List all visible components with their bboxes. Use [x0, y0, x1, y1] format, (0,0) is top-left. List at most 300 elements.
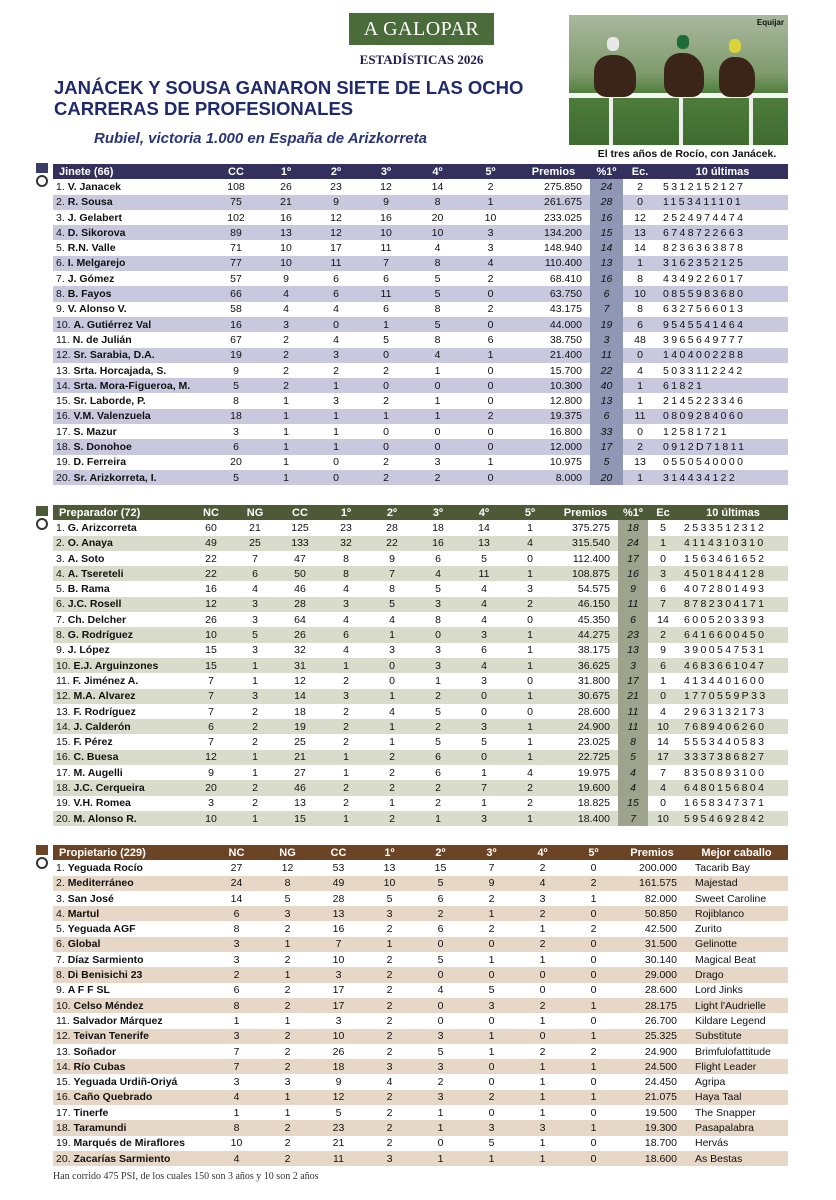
row-cell: 49 — [313, 876, 364, 891]
row-cell: 3 — [415, 1090, 466, 1105]
row-cell: 0 — [389, 674, 395, 687]
column-header: NC — [189, 505, 233, 520]
table-row — [53, 734, 788, 749]
row-cell: 1 — [517, 1090, 568, 1105]
table-row — [53, 286, 788, 301]
row-cell: 18 — [313, 1059, 364, 1074]
row-cell: 3 — [211, 1029, 262, 1044]
row-cell: 2 — [383, 456, 389, 469]
row-cell: 2 — [383, 395, 389, 408]
row-cell: 30.675 — [553, 689, 618, 704]
row-cell: 25.325 — [619, 1029, 685, 1044]
row-cell: 5 — [660, 521, 666, 534]
table-row — [53, 891, 788, 906]
row-cell: 0 — [464, 439, 517, 454]
row-cell: 2 — [261, 378, 311, 393]
row-cell: 2 — [284, 953, 291, 966]
table-row — [53, 317, 788, 332]
row-cell: 4 — [333, 303, 339, 316]
row-cell: 0 — [488, 1014, 495, 1027]
row-cell: 9 — [311, 195, 361, 210]
row-name: 8. Di Benisichi 23 — [53, 967, 211, 982]
row-cell: 2 — [590, 923, 597, 936]
row-cell: 3 — [284, 1076, 291, 1089]
row-cell: Haya Taal — [685, 1090, 788, 1105]
row-cell: 0 — [411, 378, 464, 393]
row-cell: 4072801493 — [684, 583, 767, 596]
row-cell: 5 — [437, 1045, 444, 1058]
row-cell: 16 — [280, 211, 292, 224]
row-cell: 3 — [335, 1014, 342, 1027]
row-name: 2. R. Sousa — [53, 195, 211, 210]
row-cell: 3 — [311, 348, 361, 363]
row-name: 18. S. Donohoe — [53, 439, 211, 454]
row-cell: 58 — [230, 303, 242, 316]
row-cell: 31.800 — [577, 674, 610, 687]
row-cell: 0 — [434, 425, 441, 438]
row-cell: 4 — [343, 613, 349, 626]
row-cell: 4 — [507, 536, 553, 551]
row-cell: 4 — [252, 583, 258, 596]
row-cell: 1 — [568, 1090, 619, 1105]
row-cell: 1 — [311, 409, 361, 424]
row-cell: 89 — [211, 225, 261, 240]
row-cell: 28.600 — [577, 705, 610, 718]
row-cell: 44.000 — [517, 317, 590, 332]
table-row — [53, 566, 788, 581]
row-cell: 6 — [189, 719, 233, 734]
row-cell: 6 — [415, 750, 461, 765]
table-row — [53, 1120, 788, 1135]
row-cell: 22 — [590, 363, 623, 378]
row-cell: 3 — [261, 317, 311, 332]
row-cell: 0 — [527, 674, 533, 687]
row-cell: 2 — [252, 705, 258, 718]
row-cell: 125 — [291, 521, 309, 534]
table-row — [53, 796, 788, 811]
row-cell: 16 — [590, 210, 623, 225]
row-name: 20. Zacarías Sarmiento — [53, 1151, 211, 1166]
table-row — [53, 876, 788, 891]
row-cell: 2 — [539, 1045, 546, 1058]
row-cell: 4 — [660, 705, 666, 718]
table-row — [53, 302, 788, 317]
row-cell: 0 — [461, 750, 507, 765]
column-header: Ec. — [623, 164, 657, 179]
row-cell: 5553440583 — [684, 736, 767, 749]
column-header: NG — [262, 845, 313, 860]
row-cell: 110.400 — [517, 256, 590, 271]
row-cell: 2 — [623, 439, 657, 454]
table-row — [53, 210, 788, 225]
row-cell: 7 — [618, 811, 648, 826]
row-cell: 2 — [517, 906, 568, 921]
publication-logo: A GALOPAR — [349, 13, 494, 45]
row-cell: The Snapper — [695, 1106, 756, 1119]
row-cell: 1 — [539, 1137, 546, 1150]
row-cell: 5033112242 — [663, 364, 745, 377]
row-cell: 8 — [233, 395, 239, 408]
column-header: 4º — [461, 505, 507, 520]
owner-section-icon — [36, 845, 48, 869]
row-cell: 10 — [313, 1029, 364, 1044]
row-cell: 0 — [487, 395, 494, 408]
row-cell: 2533512312 — [684, 521, 767, 534]
row-cell: 1 — [527, 521, 533, 534]
row-cell: Gelinotte — [685, 937, 788, 952]
row-cell: 1 — [623, 256, 657, 271]
table-row — [53, 348, 788, 363]
row-cell: 1 — [369, 627, 415, 642]
row-cell: 28.175 — [619, 998, 685, 1013]
row-cell: 3337386827 — [678, 750, 788, 765]
row-name: 9. V. Alonso V. — [56, 303, 127, 316]
row-cell: 2 — [361, 470, 411, 485]
row-cell: 108 — [227, 180, 245, 193]
row-cell: 7 — [648, 597, 678, 612]
row-cell: 1 — [283, 395, 289, 408]
row-cell: 0 — [539, 984, 546, 997]
column-header: Propietario (229) — [53, 845, 211, 860]
row-cell: 1 — [262, 937, 313, 952]
row-cell: 1 — [389, 736, 395, 749]
table-row — [53, 536, 788, 551]
table-row — [53, 811, 788, 826]
row-cell: 15 — [205, 644, 217, 657]
row-cell: 0 — [568, 906, 619, 921]
row-cell: 19 — [211, 348, 261, 363]
row-cell: 10 — [230, 1137, 243, 1150]
row-cell: 0 — [660, 797, 666, 810]
row-cell: 22.725 — [553, 750, 618, 765]
row-cell: 18 — [211, 409, 261, 424]
row-cell: 2 — [517, 937, 568, 952]
row-cell: 1 — [539, 1106, 546, 1119]
column-header: Preparador (72) — [53, 505, 189, 520]
row-cell: 3 — [233, 597, 277, 612]
row-cell: 1 — [361, 409, 411, 424]
row-cell: 17 — [648, 750, 678, 765]
row-cell: 15 — [189, 658, 233, 673]
row-cell: 6 — [323, 627, 369, 642]
row-cell: 20 — [230, 456, 242, 469]
row-cell: 7 — [369, 566, 415, 581]
row-cell: 2 — [386, 1106, 393, 1119]
row-name: 15. Sr. Laborde, P. — [56, 395, 146, 408]
row-cell: 2 — [262, 1120, 313, 1135]
row-cell: 12 — [311, 225, 361, 240]
row-cell: 12 — [281, 861, 294, 874]
row-cell: 19 — [590, 317, 623, 332]
row-name: 5. B. Rama — [56, 583, 110, 596]
row-cell: 0550540000 — [663, 456, 746, 469]
row-cell: 13 — [383, 861, 396, 874]
row-cell: 1 — [539, 1014, 546, 1027]
row-cell: 1 — [233, 750, 277, 765]
row-cell: 16 — [211, 317, 261, 332]
row-cell: 8 — [637, 272, 643, 285]
row-cell: 4 — [389, 705, 395, 718]
row-cell: 2 — [364, 1120, 415, 1135]
row-cell: 0 — [590, 1106, 597, 1119]
row-cell: 6 — [435, 766, 441, 779]
row-cell: 0 — [464, 317, 517, 332]
row-cell: 14 — [634, 242, 646, 255]
row-cell: 1 — [323, 811, 369, 826]
column-header: 3º — [415, 505, 461, 520]
row-cell: 19.975 — [577, 766, 610, 779]
row-cell: 6 — [590, 409, 623, 424]
row-cell: 12 — [380, 180, 392, 193]
row-cell: 1 — [415, 811, 461, 826]
row-cell: 17 — [618, 673, 648, 688]
row-cell: 3 — [364, 906, 415, 921]
row-cell: 13 — [590, 393, 623, 408]
row-cell: 1 — [623, 378, 657, 393]
column-header: 1º — [261, 164, 311, 179]
row-cell: 0 — [527, 613, 533, 626]
row-cell: 1 — [464, 195, 517, 210]
row-cell: 1 — [261, 439, 311, 454]
row-cell: 1 — [507, 719, 553, 734]
row-cell: 10 — [261, 256, 311, 271]
row-cell: 24.500 — [619, 1059, 685, 1074]
row-cell: 161.575 — [619, 876, 685, 891]
row-cell: Lord Jinks — [695, 984, 743, 997]
row-cell: 4 — [389, 613, 395, 626]
table-row — [53, 1105, 788, 1120]
table-row — [53, 409, 788, 424]
row-cell: Hervás — [695, 1137, 729, 1150]
row-cell: 6 — [311, 286, 361, 301]
row-cell: 1 — [481, 797, 487, 810]
row-cell: 33 — [590, 424, 623, 439]
row-cell: 1 — [284, 1106, 291, 1119]
column-header: NC — [211, 845, 262, 860]
table-row — [53, 179, 788, 194]
column-header: 5º — [464, 164, 517, 179]
row-cell: 1 — [590, 892, 597, 905]
row-cell: 7 — [208, 736, 214, 749]
row-cell: 6 — [233, 984, 240, 997]
row-cell: 2 — [343, 797, 349, 810]
row-cell: 1 — [369, 689, 415, 704]
row-cell: 1 — [507, 627, 553, 642]
row-cell: 2 — [262, 1059, 313, 1074]
table-row — [53, 597, 788, 612]
row-cell: 0912D71811 — [657, 439, 788, 454]
row-cell: 38.750 — [549, 333, 582, 346]
row-cell: 5 — [590, 455, 623, 470]
row-cell: 6416600450 — [678, 627, 788, 642]
row-cell: 3 — [481, 674, 487, 687]
row-cell: Zurito — [695, 923, 722, 936]
row-cell: 11 — [590, 348, 623, 363]
row-cell: 6 — [383, 272, 389, 285]
table-row — [53, 627, 788, 642]
row-cell: 5 — [437, 953, 444, 966]
row-name: 20. M. Alonso R. — [53, 811, 189, 826]
table-row — [53, 470, 788, 485]
row-cell: 2 — [386, 1045, 393, 1058]
row-cell: 0 — [623, 348, 657, 363]
table-row — [53, 704, 788, 719]
row-cell: 57 — [230, 272, 242, 285]
table-row — [53, 952, 788, 967]
row-cell: 26.700 — [644, 1014, 677, 1027]
row-cell: 4 — [527, 766, 533, 779]
row-cell: 0 — [527, 552, 533, 565]
row-cell: 1 — [488, 953, 495, 966]
row-cell: 1 — [233, 658, 277, 673]
row-cell: 3 — [466, 998, 517, 1013]
row-cell: 10 — [189, 627, 233, 642]
row-cell: Rojiblanco — [685, 906, 788, 921]
row-cell: 0 — [411, 439, 464, 454]
row-cell: 18.825 — [577, 797, 610, 810]
row-cell: 13 — [618, 643, 648, 658]
row-name: 7. J. Gómez — [56, 272, 115, 285]
row-cell: 1 — [323, 750, 369, 765]
row-cell: 27 — [230, 861, 243, 874]
trainer-section-icon — [36, 506, 48, 530]
column-header: CC — [313, 845, 364, 860]
row-cell: 1 — [637, 395, 643, 408]
row-cell: 1 — [283, 425, 289, 438]
row-cell: 50 — [277, 566, 323, 581]
row-cell: 29.000 — [619, 967, 685, 982]
row-cell: 1 — [539, 923, 546, 936]
row-cell: 1 — [233, 1106, 240, 1119]
row-cell: 8 — [211, 998, 262, 1013]
row-cell: 0 — [461, 689, 507, 704]
row-cell: 1 — [507, 750, 553, 765]
table-row — [53, 1136, 788, 1151]
row-cell: 4 — [481, 583, 487, 596]
row-cell: 5 — [369, 597, 415, 612]
row-cell: 3 — [466, 1120, 517, 1135]
row-name: 8. G. Rodríguez — [53, 627, 189, 642]
row-cell: 2524974474 — [663, 211, 746, 224]
row-cell: 1 — [434, 364, 441, 377]
row-cell: 1 — [369, 719, 415, 734]
table-row — [53, 363, 788, 378]
row-cell: 2 — [343, 736, 349, 749]
row-cell: 12 — [313, 1090, 364, 1105]
row-cell: 4 — [434, 242, 441, 255]
column-header: NG — [233, 505, 277, 520]
row-cell: 2145223346 — [663, 395, 746, 408]
row-cell: 0 — [488, 1076, 495, 1089]
row-cell: 2 — [333, 364, 339, 377]
row-cell: 11 — [361, 286, 411, 301]
row-cell: 6 — [660, 583, 666, 596]
row-cell: 4 — [211, 1090, 262, 1105]
row-cell: 4 — [461, 597, 507, 612]
row-name: 6. I. Melgarejo — [53, 256, 211, 271]
row-cell: 22 — [369, 536, 415, 551]
row-cell: 13 — [634, 456, 646, 469]
row-cell: 13 — [294, 797, 306, 810]
row-cell: 2 — [648, 627, 678, 642]
row-cell: 1 — [487, 456, 494, 469]
row-cell: 3 — [233, 1076, 240, 1089]
row-cell: 134.200 — [517, 225, 590, 240]
row-cell: 3 — [590, 332, 623, 347]
row-cell: 0855983680 — [657, 286, 788, 301]
table-row — [53, 1151, 788, 1166]
row-cell: 2 — [369, 750, 415, 765]
row-cell: 2 — [411, 470, 464, 485]
row-name: 19. D. Ferreira — [56, 456, 127, 469]
row-cell: 7 — [211, 1059, 262, 1074]
row-cell: 28.600 — [644, 984, 677, 997]
row-cell: 53 — [332, 861, 345, 874]
row-cell: 261.675 — [517, 195, 590, 210]
row-cell: 3 — [252, 644, 258, 657]
row-cell: 4 — [618, 780, 648, 795]
row-cell: 54.575 — [577, 583, 610, 596]
row-cell: 0 — [648, 689, 678, 704]
row-name: 3. J. Gelabert — [56, 211, 122, 224]
row-cell: 3965649777 — [663, 333, 746, 346]
row-cell: 3 — [233, 953, 240, 966]
column-header: 3º — [361, 164, 411, 179]
row-cell: 3 — [461, 811, 507, 826]
row-cell: 2 — [262, 998, 313, 1013]
table-row — [53, 256, 788, 271]
column-header: 3º — [466, 845, 517, 860]
row-name: 16. C. Buesa — [53, 750, 189, 765]
row-name: 14. J. Calderón — [53, 719, 189, 734]
column-header: CC — [277, 505, 323, 520]
row-cell: 0 — [415, 967, 466, 982]
row-cell: 8 — [389, 583, 395, 596]
row-cell: 13 — [261, 225, 311, 240]
row-cell: 233.025 — [544, 211, 582, 224]
row-cell: 1 — [507, 658, 553, 673]
row-cell: 5 — [435, 736, 441, 749]
row-cell: 0 — [527, 705, 533, 718]
column-header: Mejor caballo — [685, 845, 788, 860]
row-cell: 5 — [411, 286, 464, 301]
column-header: CC — [211, 164, 261, 179]
table-row — [53, 378, 788, 393]
row-cell: 148.940 — [544, 242, 582, 255]
row-cell: 0 — [464, 470, 517, 485]
row-cell: 0 — [466, 967, 517, 982]
row-cell: 26 — [280, 180, 292, 193]
row-cell: 0 — [361, 378, 411, 393]
row-cell: 28 — [332, 892, 345, 905]
row-cell: 2 — [539, 861, 546, 874]
row-cell: 24.900 — [644, 1045, 677, 1058]
row-cell: 2 — [211, 967, 262, 982]
row-cell: 0 — [466, 1059, 517, 1074]
row-cell: 8 — [323, 566, 369, 581]
row-cell: 2 — [252, 736, 258, 749]
row-cell: 0 — [415, 627, 461, 642]
row-cell: 1 — [415, 1151, 466, 1166]
row-cell: 3 — [517, 1120, 568, 1135]
row-cell: 2 — [386, 1137, 393, 1150]
row-cell: 4683661047 — [678, 658, 788, 673]
row-cell: 7 — [208, 674, 214, 687]
column-header: 10 últimas — [657, 164, 788, 179]
row-cell: 68.410 — [549, 272, 582, 285]
row-cell: 1 — [481, 766, 487, 779]
row-cell: 2 — [517, 998, 568, 1013]
